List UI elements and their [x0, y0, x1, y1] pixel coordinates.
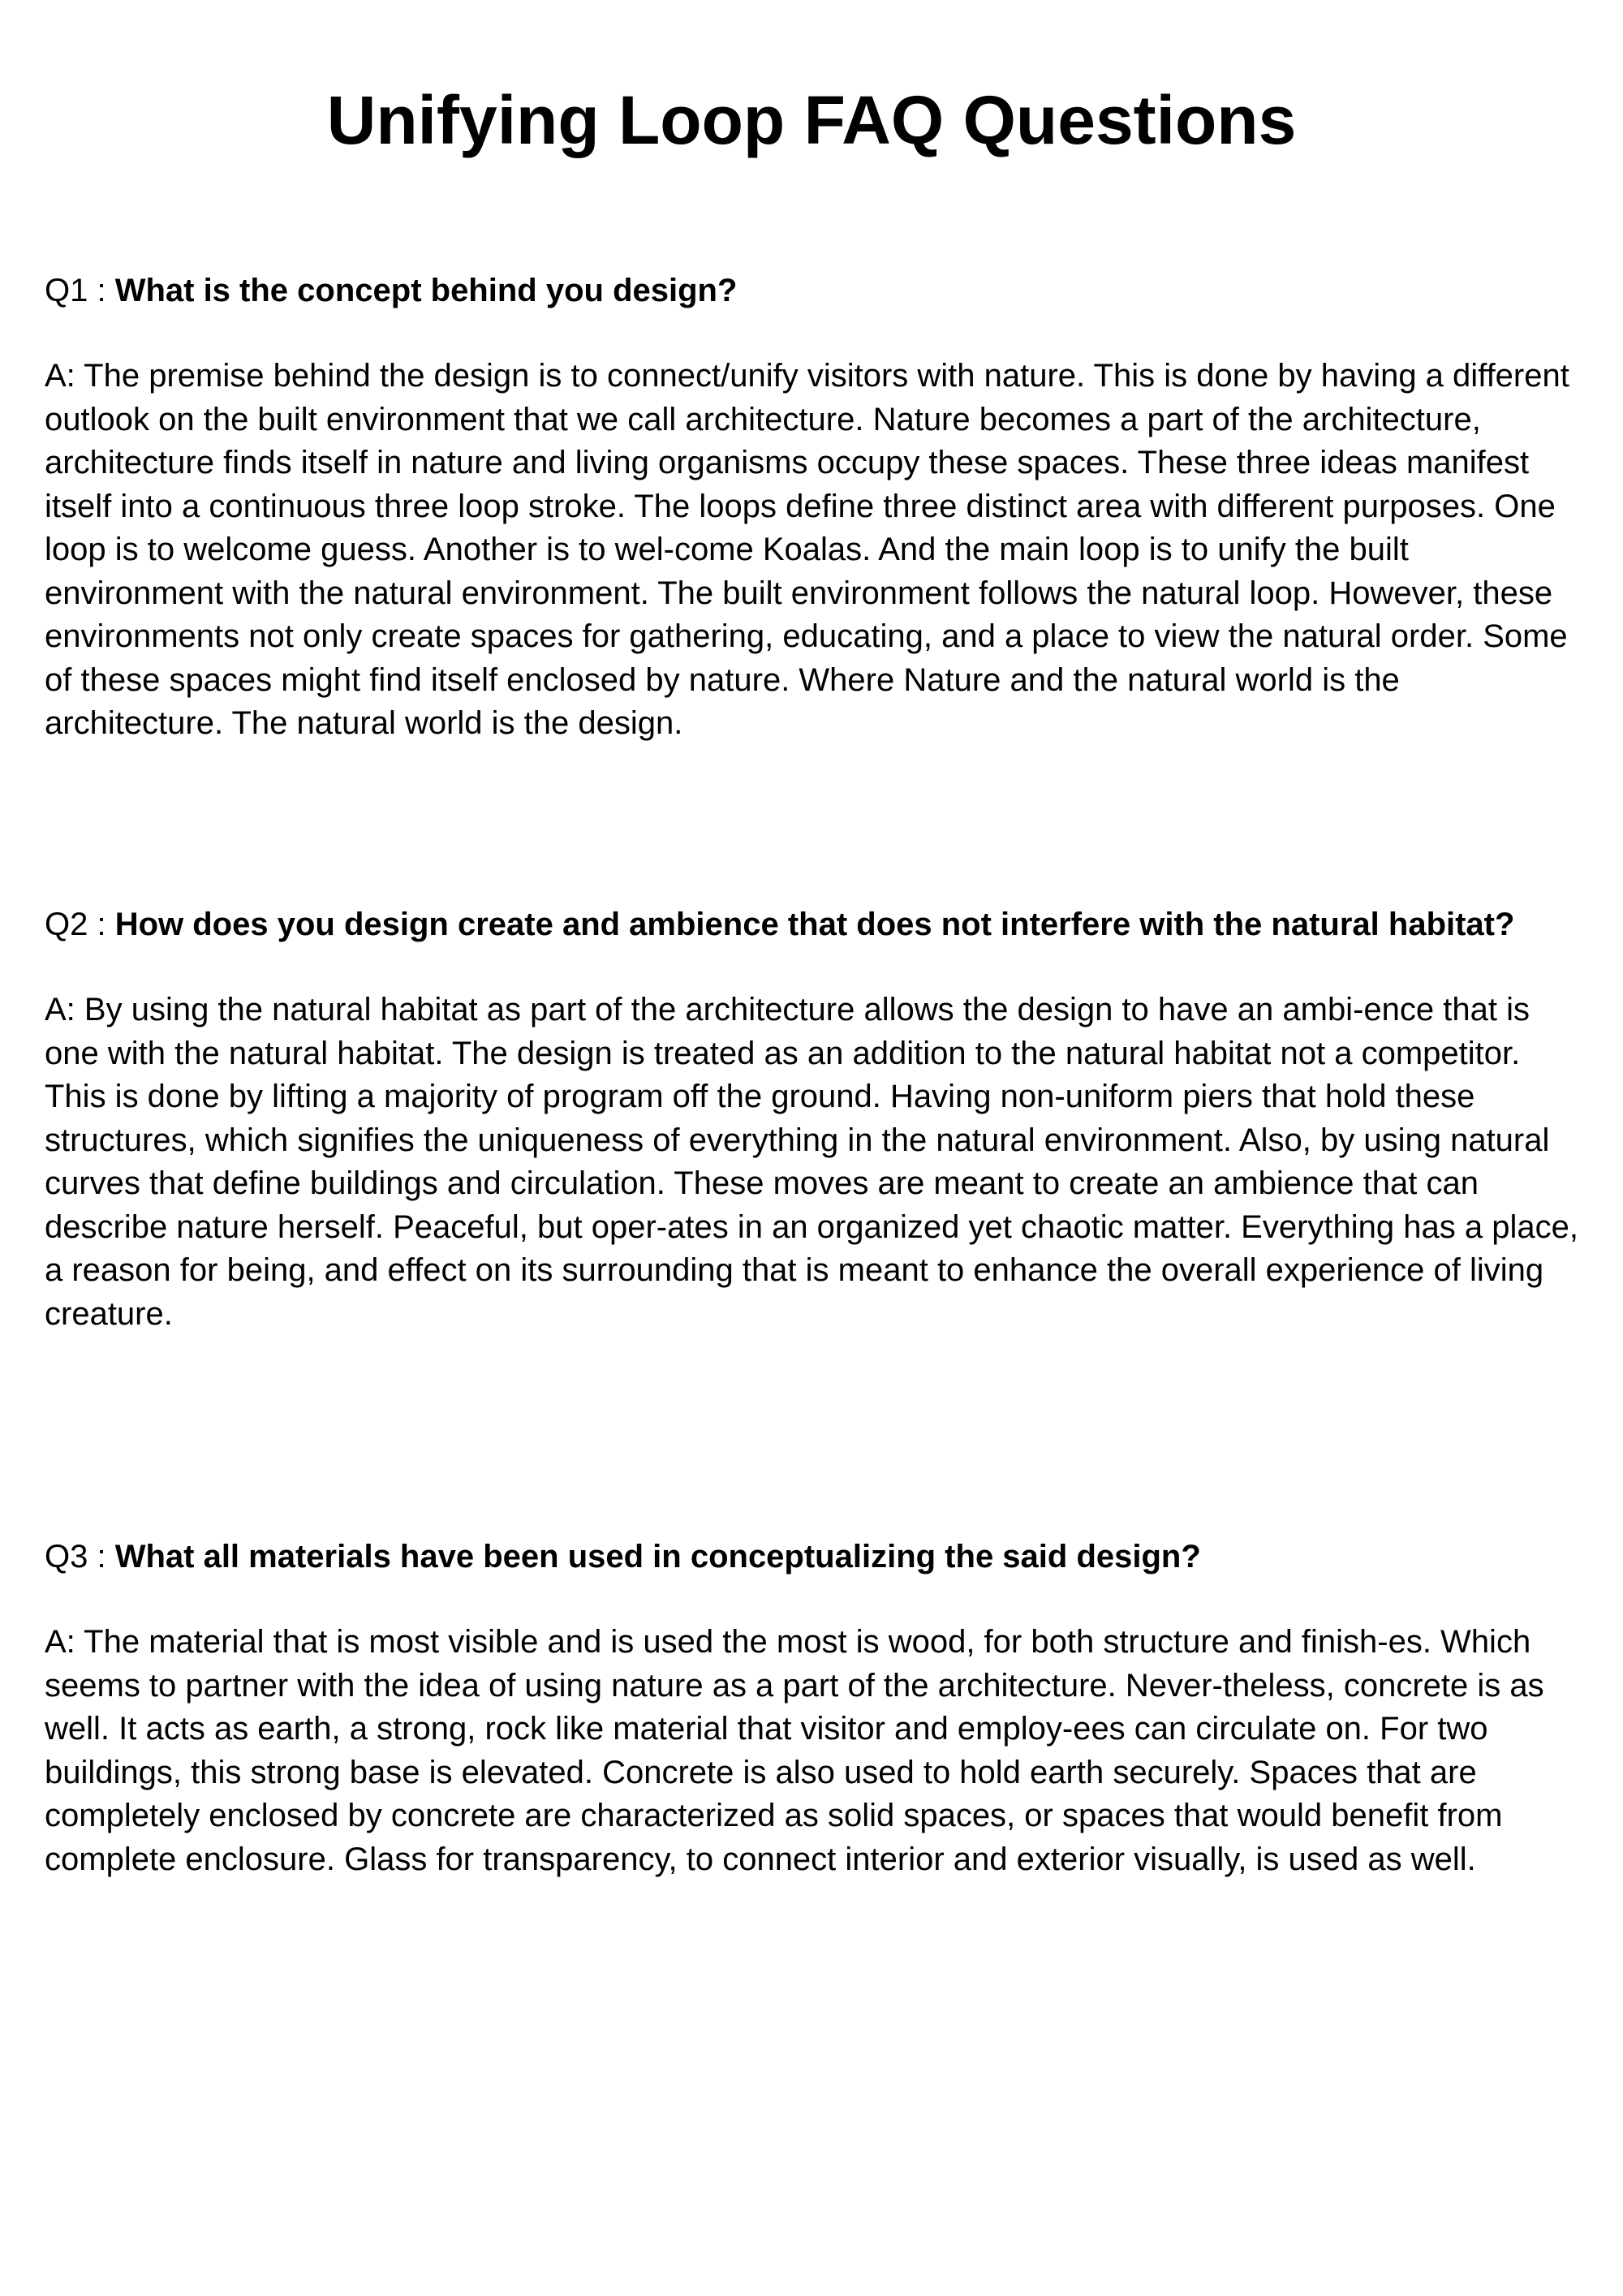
faq-question-2	[45, 903, 1586, 946]
faq-item-3	[45, 1536, 1586, 1881]
faq-answer-2: A: By using the natural habitat as part of the architecture allows the design to have an ambi-ence that is one with the natural habitat. The design is treated as an addition to the natural habitat not a competitor. This is done by lifting a majority of program off the ground. Having non-uniform piers that hold these structures, which signifies the uniqueness of everything in the natural environment. Also, by using natural curves that define buildings and circulation. These moves are meant to create an ambience that can describe nature herself. Peaceful, but oper-ates in an organized yet chaotic matter. Everything has a place, a reason for being, and effect on its surrounding that is meant to enhance the overall experience of living creature.	[45, 992, 1578, 1332]
faq-question-3-label: Q3 :	[45, 1539, 115, 1574]
faq-question-1	[45, 269, 1586, 312]
faq-question-2-label: Q2 :	[45, 907, 115, 942]
faq-question-2-text: How does you design create and ambience that does not interfere with the natural habitat?	[114, 907, 1515, 942]
faq-answer-3: A: The material that is most visible and is used the most is wood, for both structure and finish-es. Which seems to partner with the idea of using nature as a part of the architecture. Never-theless, concrete is as well. It acts as earth, a strong, rock like material that visitor and employ-ees can circulate on. For two buildings, this strong base is elevated. Concrete is also used to hold earth securely. Spaces that are completely enclosed by concrete are characterized as solid spaces, or spaces that would benefit from complete enclosure. Glass for transparency, to connect interior and exterior visually, is used as well.	[45, 1624, 1544, 1877]
page-title: Unifying Loop FAQ Questions	[326, 82, 1297, 158]
faq-question-1-text: What is the concept behind you design?	[114, 273, 738, 308]
faq-item-2	[45, 903, 1586, 1336]
faq-question-3	[45, 1536, 1586, 1579]
faq-answer-1: A: The premise behind the design is to connect/unify visitors with nature. This is done by having a different outlook on the built environment that we call architecture. Nature becomes a part of the architecture, architecture finds itself in nature and living organisms occupy these spaces. These three ideas manifest itself into a continuous three loop stroke. The loops define three distinct area with different purposes. One loop is to welcome guess. Another is to wel-come Koalas. And the main loop is to unify the built environment with the natural environment. The built environment follows the natural loop. However, these environments not only create spaces for gathering, educating, and a place to view the natural order. Some of these spaces might find itself enclosed by nature. Where Nature and the natural world is the architecture. The natural world is the design.	[45, 358, 1569, 741]
faq-question-3-text: What all materials have been used in conceptualizing the said design?	[114, 1539, 1201, 1574]
faq-question-1-label: Q1 :	[45, 273, 115, 308]
faq-item-1	[45, 269, 1586, 746]
